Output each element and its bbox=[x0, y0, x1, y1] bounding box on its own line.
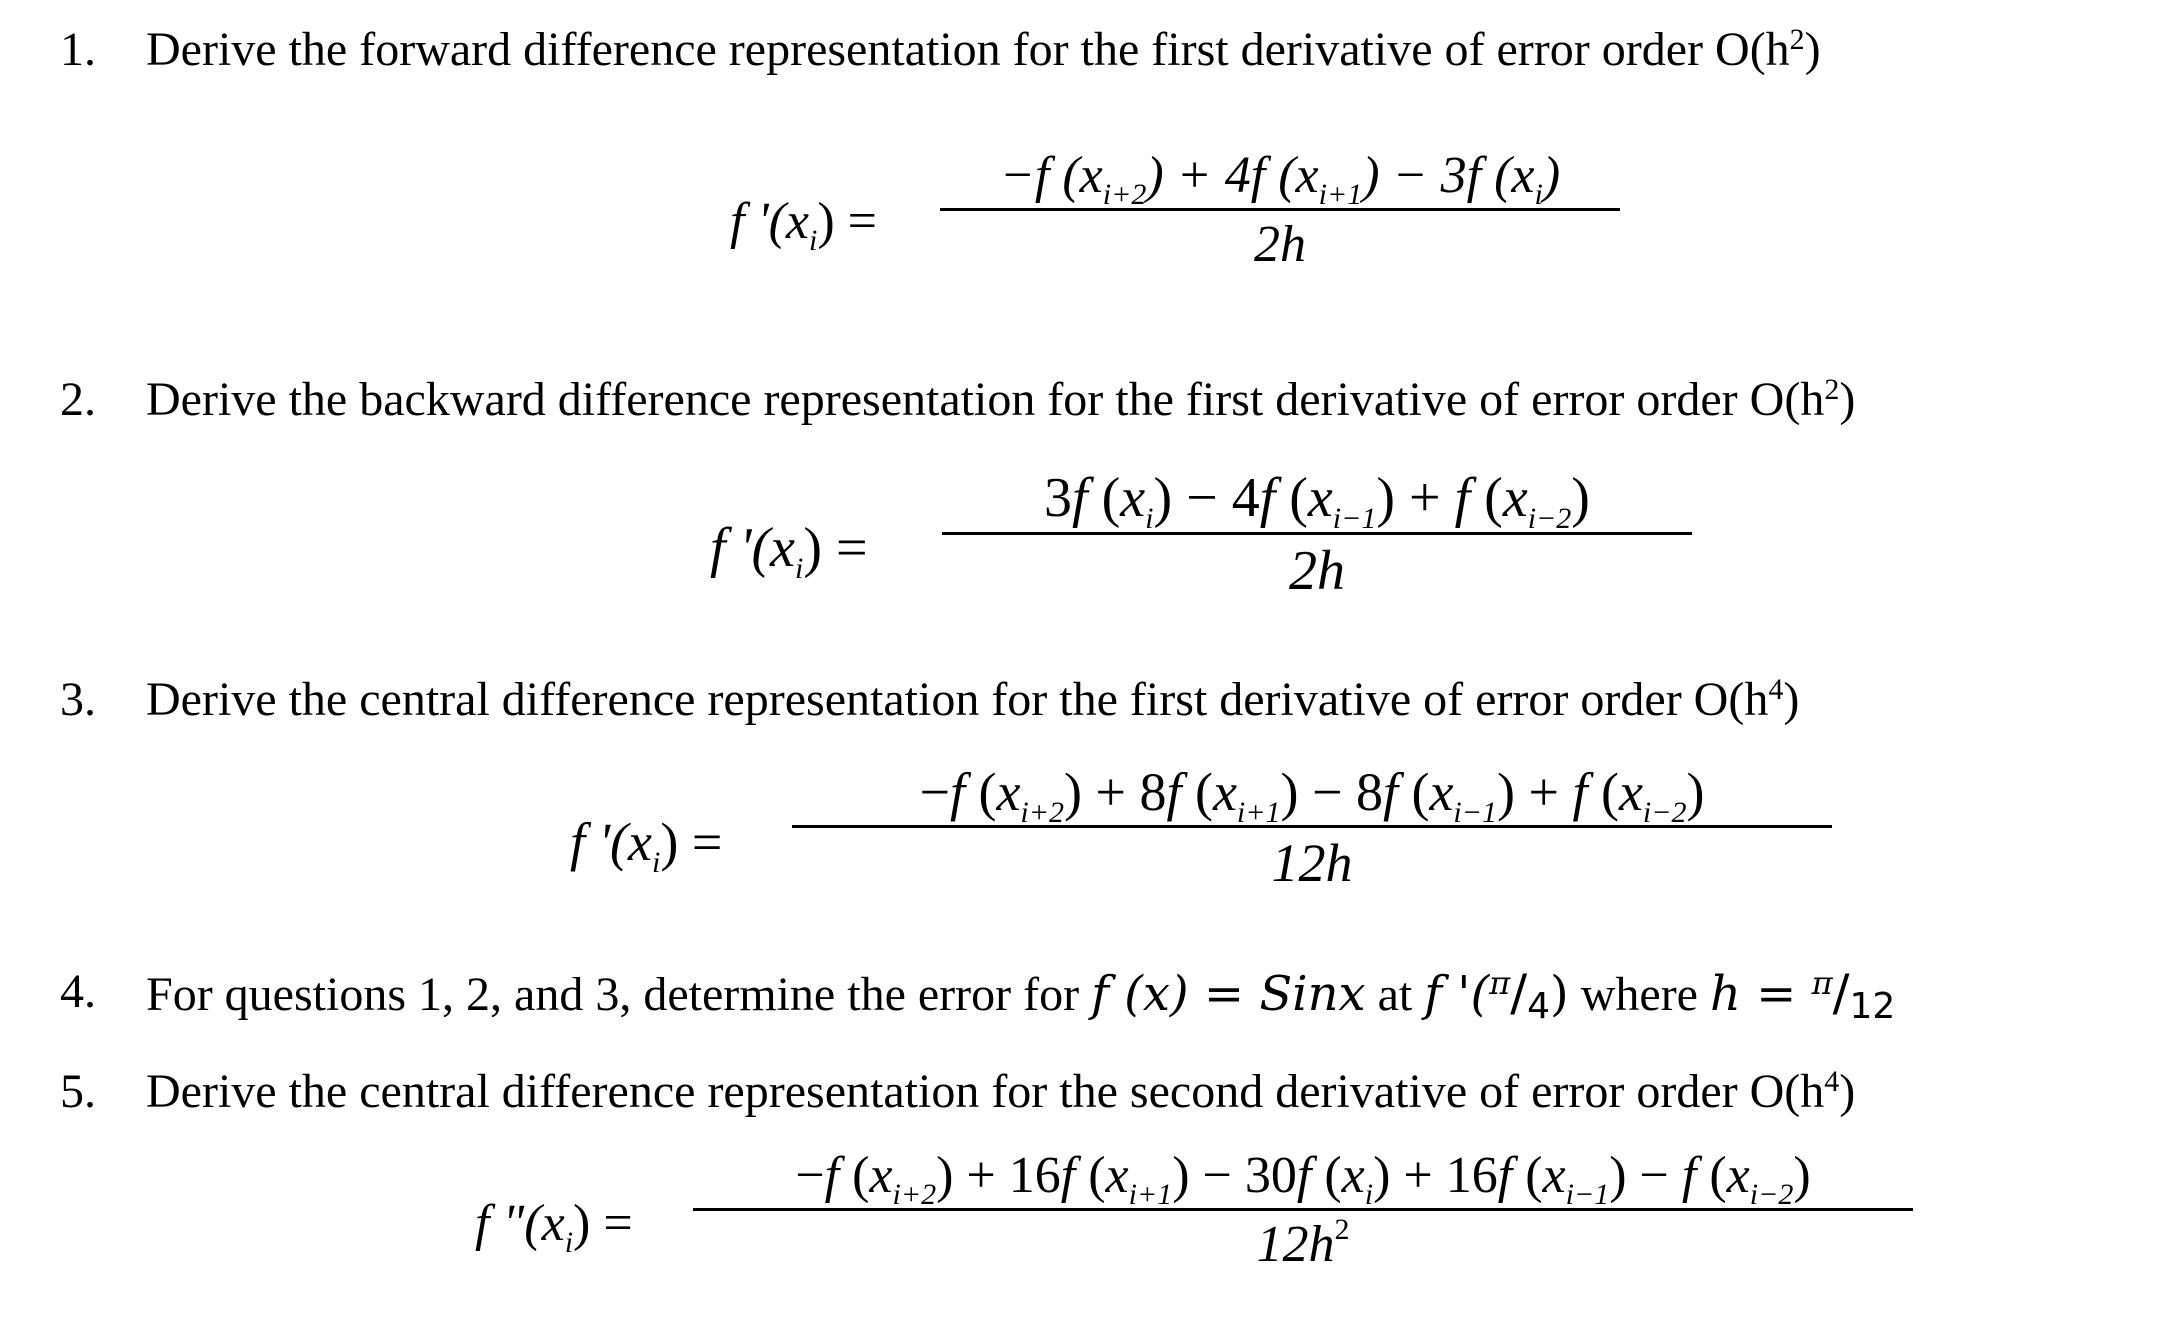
lhs-subscript: i bbox=[652, 846, 661, 879]
question-number: 3. bbox=[60, 673, 96, 726]
order-exponent: 4 bbox=[1824, 1065, 1840, 1098]
question-text bbox=[146, 673, 1800, 726]
denominator: 2h bbox=[1254, 216, 1306, 273]
denominator-exponent: 2 bbox=[1334, 1213, 1350, 1246]
order-exponent: 2 bbox=[1824, 373, 1840, 406]
fraction bbox=[942, 467, 1692, 602]
question-text-body: Derive the central difference representation for the first derivative of error order O(h bbox=[146, 673, 1769, 726]
question-text-part-b: at bbox=[1365, 968, 1425, 1021]
fraction-bar bbox=[693, 1208, 1913, 1211]
fraction bbox=[940, 147, 1620, 273]
question-text-body: Derive the central difference representation for the second derivative of error order O(h bbox=[146, 1065, 1825, 1118]
fraction bbox=[792, 762, 1832, 893]
close-paren: ) bbox=[1549, 966, 1569, 1022]
lhs-subscript: i bbox=[564, 1226, 574, 1259]
fraction-slash-2: / bbox=[1832, 964, 1850, 1022]
question-text-close: ) bbox=[1804, 23, 1821, 76]
pi-numerator-2: π bbox=[1811, 964, 1833, 1002]
question-text-body: Derive the forward difference representation for the first derivative of error order O(h bbox=[146, 23, 1790, 76]
step-size-expression: h = bbox=[1709, 966, 1812, 1022]
question-number: 1. bbox=[60, 23, 96, 76]
lhs-close: ) = bbox=[803, 517, 868, 579]
lhs-close: ) = bbox=[817, 193, 877, 250]
lhs-close: ) = bbox=[573, 1195, 633, 1252]
denominator-4: 4 bbox=[1527, 986, 1550, 1027]
fraction-bar bbox=[940, 208, 1620, 211]
denominator bbox=[693, 1213, 1913, 1273]
lhs-subscript: i bbox=[808, 224, 818, 257]
lhs-text: f '(x bbox=[570, 812, 653, 872]
order-exponent: 4 bbox=[1768, 673, 1784, 706]
question-text bbox=[146, 1065, 1856, 1118]
function-expression: f (x) = Sinx bbox=[1091, 966, 1366, 1022]
question-text-part-a: For questions 1, 2, and 3, determine the error for bbox=[146, 968, 1092, 1021]
numerator: −f $(x_{i+2}) + 16f$ $(x_{i+1}) - 30f$ $(x_i) + 16f$ $(x_{i-1}) - f$ $(x_{i-2})$ bbox=[795, 1147, 1811, 1211]
question-text-close: ) bbox=[1839, 373, 1856, 426]
lhs-text: f '(x bbox=[710, 517, 796, 579]
numerator: 3f $(x_i) - 4f$ $(x_{i-1}) + f$ $(x_{i-2})$ bbox=[1044, 467, 1590, 535]
formula-lhs bbox=[570, 812, 723, 879]
question-number: 5. bbox=[60, 1065, 96, 1118]
question-text bbox=[146, 964, 1896, 1027]
denominator-12: 12 bbox=[1849, 986, 1896, 1027]
lhs-subscript: i bbox=[795, 552, 804, 585]
question-number: 2. bbox=[60, 373, 96, 426]
question-text-body: Derive the backward difference representation for the first derivative of error order O(h bbox=[146, 373, 1825, 426]
lhs-text: f "(x bbox=[475, 1195, 565, 1252]
derivative-expression: f '( bbox=[1424, 966, 1490, 1022]
fraction bbox=[693, 1147, 1913, 1273]
lhs-text: f '(x bbox=[730, 193, 809, 250]
fraction-bar bbox=[942, 532, 1692, 535]
question-text bbox=[146, 373, 1856, 426]
question-text-close: ) bbox=[1783, 673, 1800, 726]
numerator: −f $(x_{i+2}) + 8f$ $(x_{i+1}) - 8f$ $(x_{i-1}) + f$ $(x_{i-2})$ bbox=[919, 762, 1705, 829]
question-text-close: ) bbox=[1839, 1065, 1856, 1118]
denominator-text: 12h bbox=[1256, 1216, 1335, 1273]
lhs-close: ) = bbox=[660, 812, 723, 872]
formula-lhs bbox=[710, 517, 868, 585]
question-text bbox=[146, 23, 1821, 76]
denominator: 2h bbox=[1289, 540, 1345, 602]
formula-lhs bbox=[475, 1195, 633, 1259]
formula-lhs bbox=[730, 193, 877, 257]
order-exponent: 2 bbox=[1789, 23, 1805, 56]
pi-numerator: π bbox=[1489, 964, 1511, 1002]
numerator: −f $(x_{i+2}) + 4f$ $(x_{i+1}) - 3f$ $(x_i)$ bbox=[999, 147, 1561, 211]
denominator: 12h bbox=[1271, 833, 1353, 893]
fraction-slash: / bbox=[1510, 964, 1528, 1022]
question-text-part-c: where bbox=[1568, 968, 1710, 1021]
question-number: 4. bbox=[60, 965, 96, 1018]
